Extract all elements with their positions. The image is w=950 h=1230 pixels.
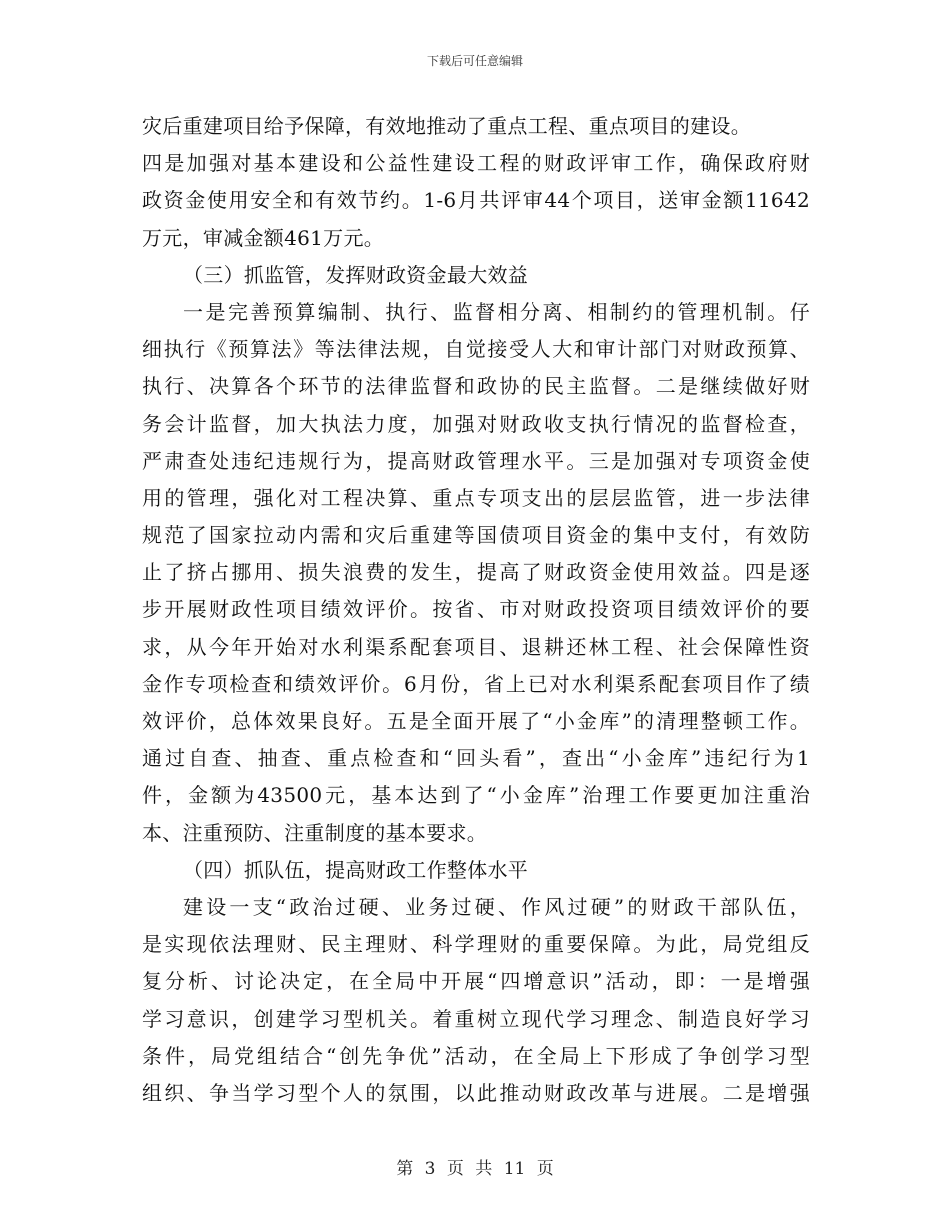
text-line: 件，金额为43500元，基本达到了“小金库”治理工作要更加注重治 (142, 783, 810, 808)
text-line: 组织、争当学习型个人的氛围，以此推动财政改革与进展。二是增强 (142, 1080, 810, 1105)
text-line: 规范了国家拉动内需和灾后重建等国债项目资金的集中支付，有效防 (142, 523, 810, 548)
text-line: 步开展财政性项目绩效评价。按省、市对财政投资项目绩效评价的要 (142, 597, 810, 622)
text-line: 复分析、讨论决定，在全局中开展“四增意识”活动，即：一是增强 (142, 969, 810, 994)
text-line: 条件，局党组结合“创先争优”活动，在全局上下形成了争创学习型 (142, 1043, 810, 1068)
text-line: 政资金使用安全和有效节约。1-6月共评审44个项目，送审金额11642 (142, 188, 810, 213)
text-line: （四）抓队伍，提高财政工作整体水平 (183, 857, 529, 882)
text-line: 万元，审减金额461万元。 (142, 225, 385, 250)
text-line: 通过自查、抽查、重点检查和“回头看”，查出“小金库”违纪行为1 (142, 746, 810, 771)
text-line: （三）抓监管，发挥财政资金最大效益 (183, 262, 529, 287)
text-line: 本、注重预防、注重制度的基本要求。 (142, 820, 488, 845)
text-line: 止了挤占挪用、损失浪费的发生，提高了财政资金使用效益。四是逐 (142, 560, 810, 585)
text-line: 执行、决算各个环节的法律监督和政协的民主监督。二是继续做好财 (142, 374, 810, 399)
page-header-note: 下载后可任意编辑 (426, 54, 523, 68)
text-line: 四是加强对基本建设和公益性建设工程的财政评审工作，确保政府财 (142, 151, 810, 176)
text-line: 建设一支“政治过硬、业务过硬、作风过硬”的财政干部队伍， (183, 894, 810, 919)
page-footer-number: 第 3 页 共 11 页 (396, 1159, 554, 1179)
document-body (142, 108, 810, 1112)
text-line: 一是完善预算编制、执行、监督相分离、相制约的管理机制。仔 (183, 299, 810, 324)
text-line: 是实现依法理财、民主理财、科学理财的重要保障。为此，局党组反 (142, 932, 810, 957)
text-line: 学习意识，创建学习型机关。着重树立现代学习理念、制造良好学习 (142, 1006, 810, 1031)
text-line: 效评价，总体效果良好。五是全面开展了“小金库”的清理整顿工作。 (142, 709, 810, 733)
text-line: 务会计监督，加大执法力度，加强对财政收支执行情况的监督检查， (142, 411, 810, 436)
text-line: 细执行《预算法》等法律法规，自觉接受人大和审计部门对财政预算、 (142, 337, 810, 362)
text-line: 求，从今年开始对水利渠系配套项目、退耕还林工程、社会保障性资 (142, 634, 810, 659)
text-line: 用的管理，强化对工程决算、重点专项支出的层层监管，进一步法律 (142, 485, 810, 510)
text-line: 灾后重建项目给予保障，有效地推动了重点工程、重点项目的建设。 (142, 114, 751, 138)
text-line: 金作专项检查和绩效评价。6月份，省上已对水利渠系配套项目作了绩 (142, 671, 810, 696)
text-line: 严肃查处违纪违规行为，提高财政管理水平。三是加强对专项资金使 (142, 448, 810, 473)
